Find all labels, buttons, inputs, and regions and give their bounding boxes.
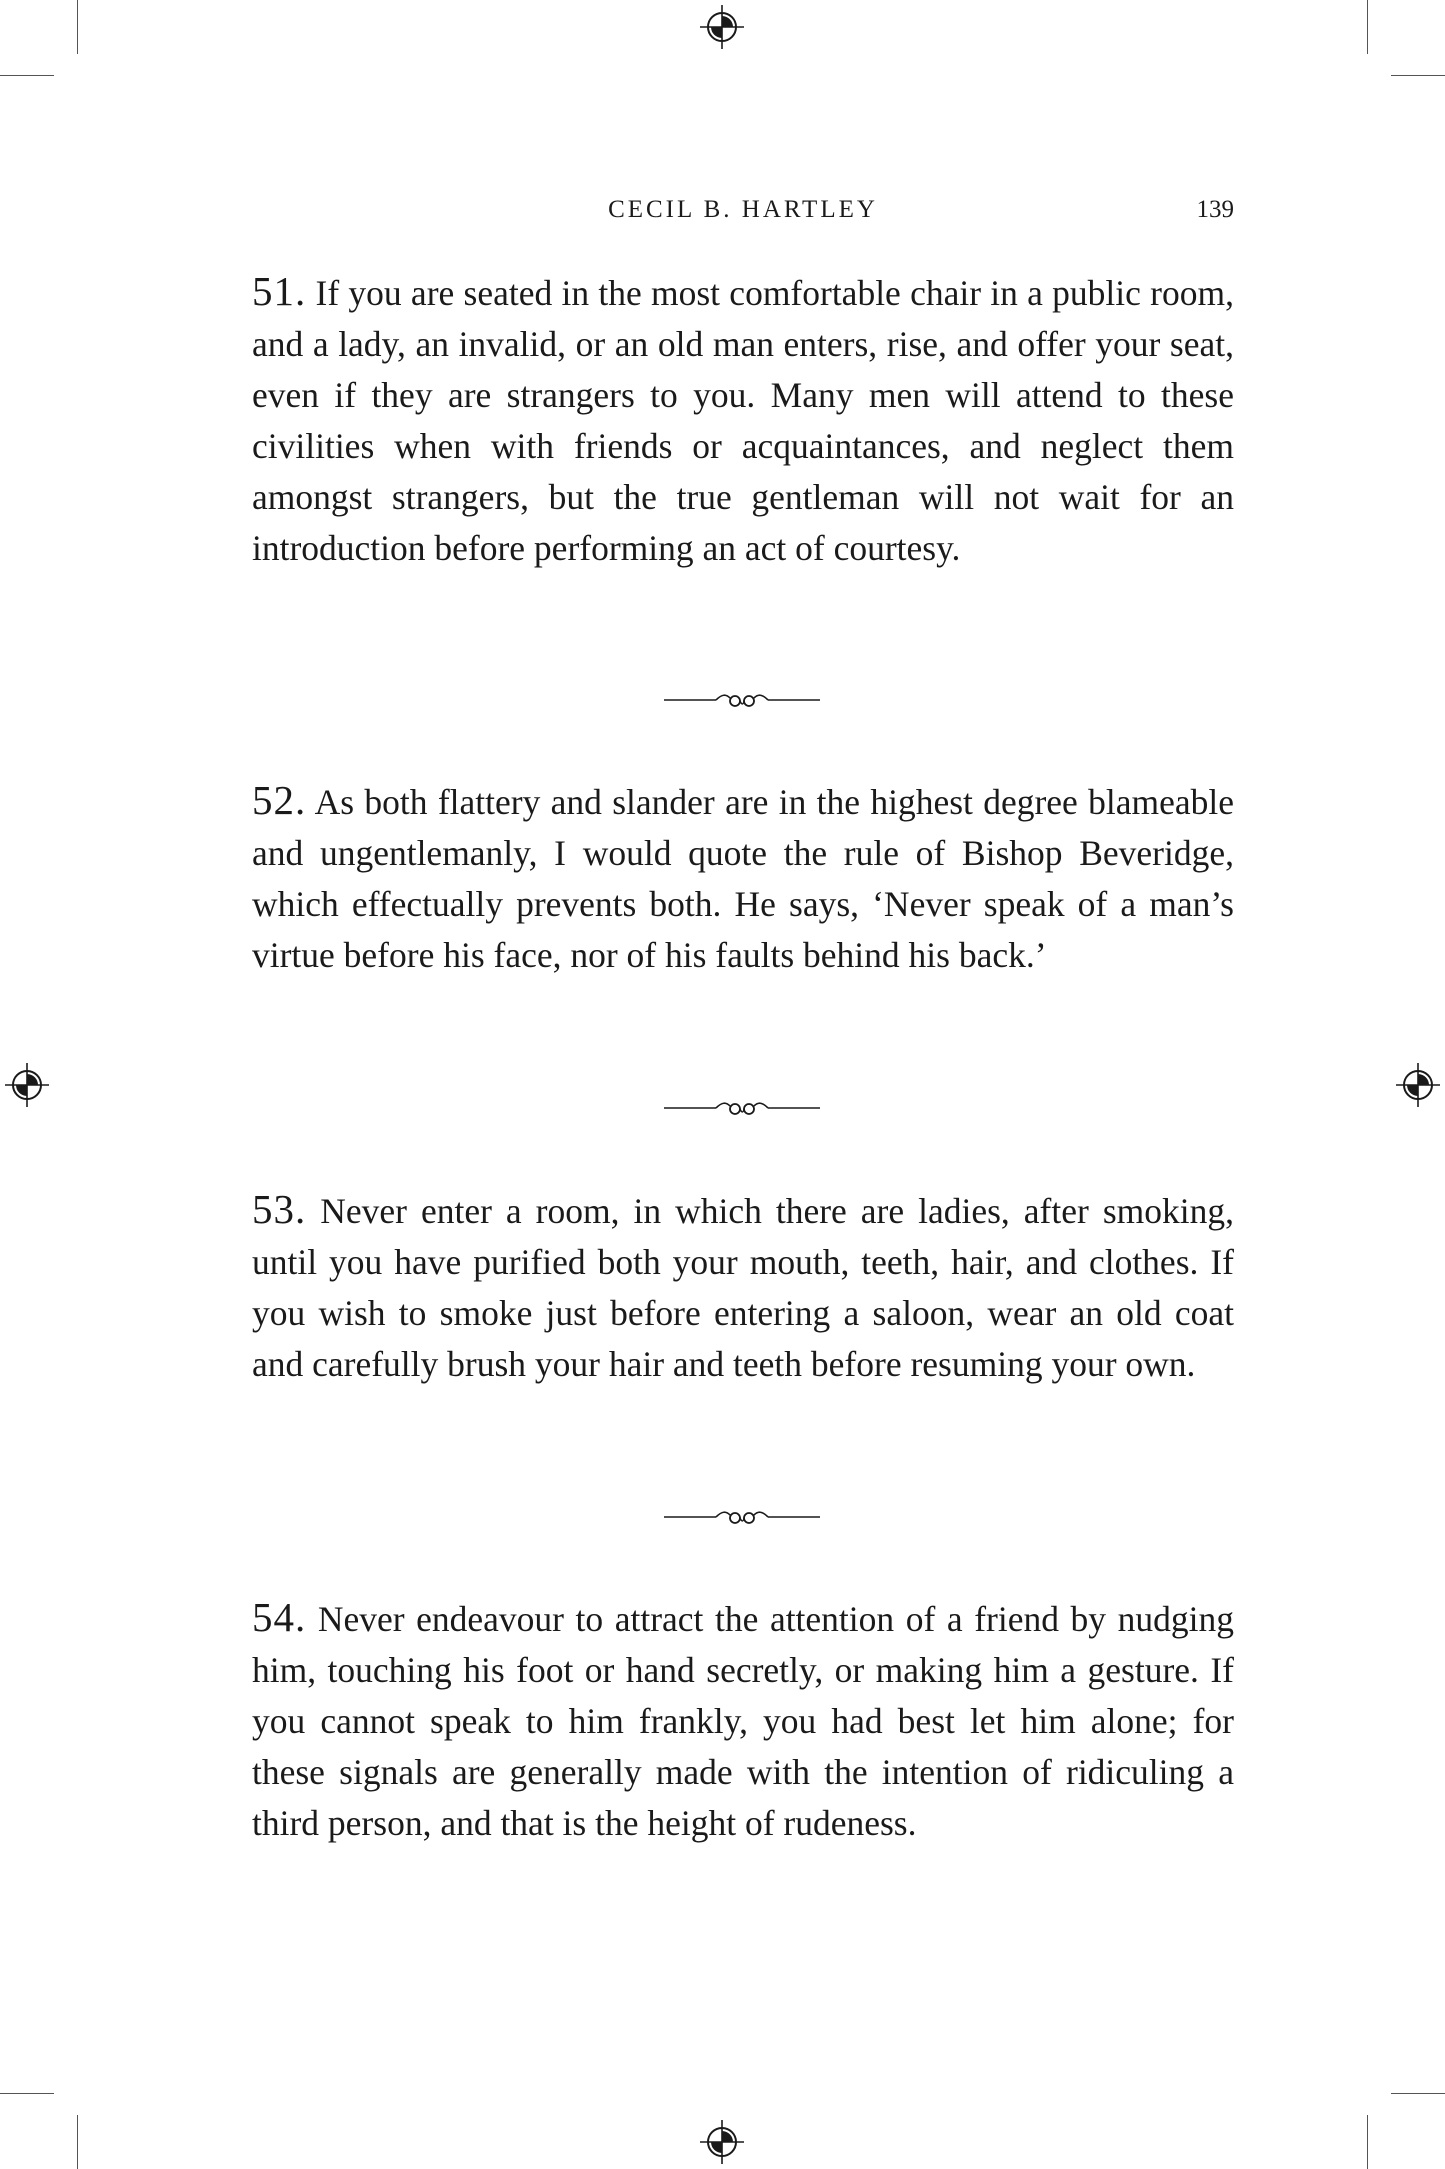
- registration-mark-icon: [1396, 1063, 1440, 1107]
- page-number: 139: [1196, 196, 1234, 223]
- crop-mark-bottom-right: [1367, 2115, 1368, 2169]
- rule-number: 51.: [252, 268, 307, 314]
- rule-text: If you are seated in the most comfortable chair in a public room, and a lady, an invalid, or an old man enters, rise, and offer your seat, even if they are strangers to you. Many men will attend to these civilities when with friends or acquaintances, and neglect them amongst strangers, but the true gentleman will not wait for an introduction before performing an act of courtesy.: [252, 273, 1234, 568]
- rule-number: 54.: [252, 1594, 307, 1640]
- rule-text: As both flattery and slander are in the highest degree blameable and ungentlemanly, I would quote the rule of Bishop Beveridge, which effectually prevents both. He says, ‘Never speak of a man’s virtue before his face, nor of his faults behind his back.’: [252, 782, 1235, 975]
- rule-entry-54: [252, 1592, 1234, 1849]
- crop-mark-bottom-left: [77, 2115, 78, 2169]
- rule-number: 53.: [252, 1186, 307, 1232]
- crop-mark-bottom-right-h: [1391, 2093, 1445, 2094]
- fleuron-divider-icon: [664, 1096, 820, 1120]
- crop-mark-bottom-left-h: [0, 2093, 54, 2094]
- crop-mark-top-right-h: [1391, 75, 1445, 76]
- crop-mark-top-left: [77, 0, 78, 54]
- registration-mark-icon: [700, 5, 744, 49]
- running-head-title: CECIL B. HARTLEY: [608, 196, 878, 223]
- registration-mark-icon: [5, 1063, 49, 1107]
- crop-mark-top-right: [1367, 0, 1368, 54]
- rule-number: 52.: [252, 777, 307, 823]
- fleuron-divider-icon: [664, 1505, 820, 1529]
- rule-text: Never endeavour to attract the attention of a friend by nudging him, touching his foot or hand secretly, or making him a gesture. If you cannot speak to him frankly, you had best let him alone; for these signals are generally made with the intention of ridiculing a third person, and that is the height of rudeness.: [252, 1599, 1234, 1843]
- fleuron-divider-icon: [664, 688, 820, 712]
- rule-entry-52: [252, 775, 1234, 981]
- rule-entry-53: [252, 1184, 1234, 1390]
- crop-mark-top-left-h: [0, 75, 54, 76]
- rule-entry-51: [252, 266, 1234, 574]
- rule-text: Never enter a room, in which there are ladies, after smoking, until you have purified both your mouth, teeth, hair, and clothes. If you wish to smoke just before entering a saloon, wear an old coat and carefully brush your hair and teeth before resuming your own.: [252, 1191, 1234, 1384]
- registration-mark-icon: [700, 2120, 744, 2164]
- running-head: [252, 196, 1234, 232]
